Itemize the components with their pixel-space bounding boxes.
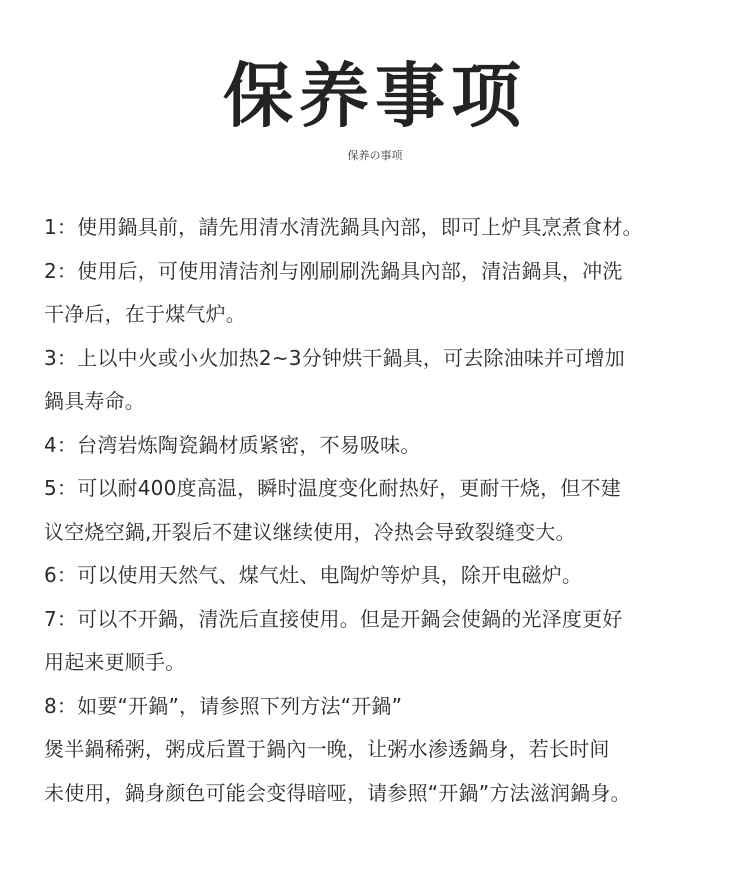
text-line: 干净后，在于煤气炉。 [44, 302, 246, 326]
text-line: 7：可以不开鍋，清洗后直接使用。但是开鍋会使鍋的光泽度更好 [44, 606, 623, 631]
page-subtitle: 保养の事项 [347, 149, 403, 162]
text-line: 未使用，鍋身颜色可能会变得暗哑，请参照“开鍋”方法滋润鍋身。 [44, 780, 631, 805]
text-line: 4：台湾岩炼陶瓷鍋材质紧密，不易吸味。 [44, 432, 421, 457]
text-line: 议空烧空鍋,开裂后不建议继续使用，冷热会导致裂缝变大。 [44, 519, 576, 544]
text-line: 2：使用后，可使用清洁剂与刚刷刷洗鍋具內部，清洁鍋具，冲洗 [44, 258, 623, 283]
text-line: 鍋具寿命。 [44, 389, 145, 413]
text-line: 煲半鍋稀粥，粥成后置于鍋內一晚，让粥水渗透鍋身，若长时间 [44, 737, 610, 761]
page-title: 保养事项 [223, 54, 527, 137]
text-line: 6：可以使用天然气、煤气灶、电陶炉等炉具，除开电磁炉。 [44, 563, 583, 587]
instructions-text [44, 206, 744, 815]
text-line: 3：上以中火或小火加热2~3分钟烘干鍋具，可去除油味并可增加 [44, 345, 625, 370]
text-line: 5：可以耐400度高温，瞬时温度变化耐热好，更耐干烧，但不建 [44, 476, 621, 500]
text-line: 用起来更顺手。 [44, 650, 186, 674]
text-line: 8：如要“开鍋”，请参照下列方法“开鍋” [44, 693, 403, 718]
text-line: 1：使用鍋具前，請先用清水清洗鍋具內部，即可上炉具烹煮食材。 [44, 215, 643, 239]
